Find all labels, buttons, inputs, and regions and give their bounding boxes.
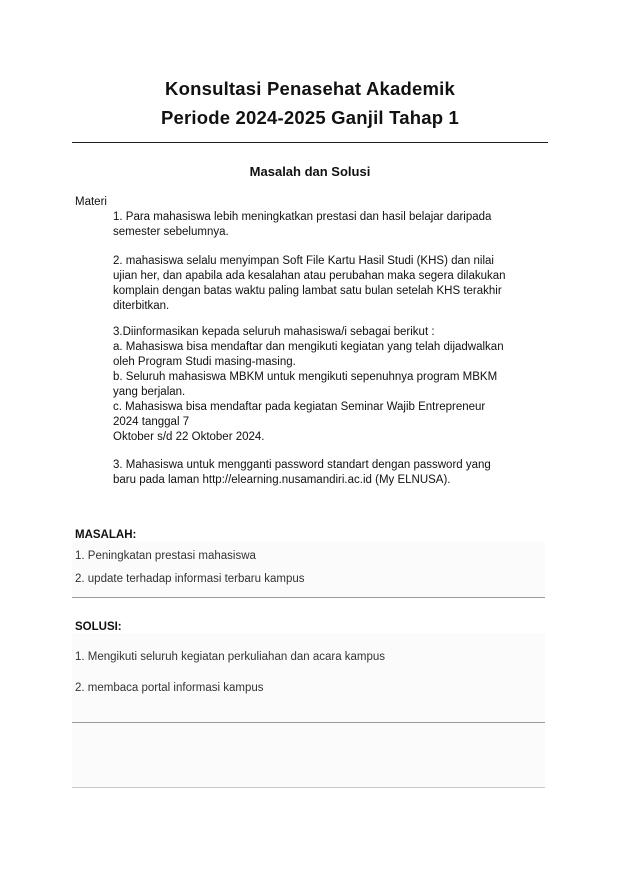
solusi-item: 1. Mengikuti seluruh kegiatan perkuliahan dan acara kampus (75, 651, 386, 663)
materi-paragraph-3: 3.Diinformasikan kepada seluruh mahasiswa/i sebagai berikut : a. Mahasiswa bisa mendaftar dan mengikuti kegiatan yang telah dijadwalkan oleh Program Studi masing-masing. b. Seluruh mahasiswa MBKM untuk mengikuti sepenuhnya program MBKM yang berjalan. c. Mahasiswa bisa mendaftar pada kegiatan Seminar Wajib Entrepreneur 2024 tanggal 7 Oktober s/d 22 Oktober 2024. (113, 326, 504, 443)
notes-box (72, 723, 545, 788)
materi-paragraph-4: 3. Mahasiswa untuk mengganti password standart dengan password yang baru pada laman http://elearning.nusamandiri.ac.id (My ELNUSA). (113, 459, 491, 486)
masalah-heading: MASALAH: (75, 529, 137, 541)
masalah-item: 2. update terhadap informasi terbaru kampus (75, 573, 305, 585)
materi-paragraph-1: 1. Para mahasiswa lebih meningkatkan prestasi dan hasil belajar daripada semester sebelumnya. (113, 211, 492, 238)
solusi-heading: SOLUSI: (75, 621, 122, 633)
solusi-item: 2. membaca portal informasi kampus (75, 682, 264, 694)
title-divider (72, 142, 548, 143)
materi-paragraph-2: 2. mahasiswa selalu menyimpan Soft File Kartu Hasil Studi (KHS) dan nilai ujian her, dan apabila ada kesalahan atau perubahan maka segera dilakukan komplain dengan batas waktu paling lambat satu bulan setelah KHS terakhir diterbitkan. (113, 255, 506, 312)
solusi-box (72, 633, 545, 723)
document-title: Konsultasi Penasehat Akademik (165, 78, 455, 99)
masalah-item: 1. Peningkatan prestasi mahasiswa (75, 550, 256, 562)
section-title: Masalah dan Solusi (249, 164, 371, 179)
materi-label: Materi (75, 196, 107, 208)
document-period: Periode 2024-2025 Ganjil Tahap 1 (160, 107, 460, 128)
